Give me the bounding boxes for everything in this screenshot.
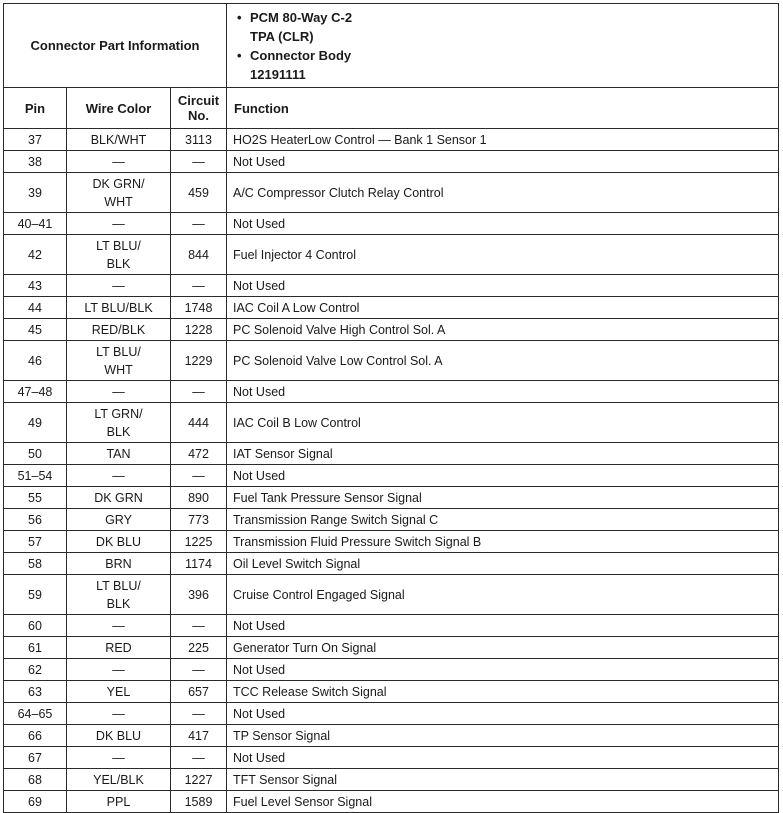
wire-color-cell [67,403,171,443]
connector-part-information-label: Connector Part Information [30,38,200,53]
pin-cell: 46 [4,341,67,381]
circuit-number-cell: — [171,381,227,403]
wire-color-text: DK GRN/ [92,176,145,191]
pin-cell: 38 [4,151,67,173]
table-row [4,725,779,747]
pin-cell: 47–48 [4,381,67,403]
function-cell: TFT Sensor Signal [227,769,779,791]
wire-color-cell [67,747,171,769]
table-row [4,341,779,381]
function-cell: TCC Release Switch Signal [227,681,779,703]
wire-color-cell [67,681,171,703]
connector-details-list [237,8,778,84]
circuit-number-cell: — [171,151,227,173]
function-cell: Not Used [227,465,779,487]
connector-tpa: TPA (CLR) [250,28,314,44]
wire-color-text: LT BLU/ [96,344,141,359]
wire-color-cell [67,725,171,747]
connector-detail-item [237,8,778,46]
function-cell: Not Used [227,615,779,637]
circuit-number-cell: 1225 [171,531,227,553]
connector-table [3,3,779,813]
wire-color-text: BLK [106,256,131,271]
wire-color-cell [67,235,171,275]
wire-color-cell [67,381,171,403]
wire-color-cell [67,509,171,531]
circuit-number-cell: 890 [171,487,227,509]
wire-color-cell [67,769,171,791]
table-row [4,235,779,275]
function-cell: HO2S HeaterLow Control — Bank 1 Sensor 1 [227,129,779,151]
wire-color-text: GRY [105,512,132,527]
table-row [4,747,779,769]
wire-color-text: BLK [106,424,131,439]
circuit-number-cell: — [171,275,227,297]
pin-cell: 42 [4,235,67,275]
circuit-number-cell: — [171,213,227,235]
connector-part-information-heading [4,4,227,88]
wire-color-cell [67,659,171,681]
wire-color-text: — [112,278,125,293]
column-header-circuit [171,88,227,129]
table-row [4,531,779,553]
pin-rows [4,129,779,813]
wire-color-cell [67,791,171,813]
column-header-circuit-line1: Circuit [177,93,220,108]
function-cell: Not Used [227,213,779,235]
function-cell: PC Solenoid Valve Low Control Sol. A [227,341,779,381]
wire-color-text: BLK/WHT [90,132,147,147]
wire-color-text: LT BLU/ [96,578,141,593]
table-row [4,319,779,341]
pin-cell: 44 [4,297,67,319]
pin-cell: 43 [4,275,67,297]
pin-cell: 69 [4,791,67,813]
circuit-number-cell: 3113 [171,129,227,151]
circuit-number-cell: 472 [171,443,227,465]
table-row [4,509,779,531]
pin-cell: 50 [4,443,67,465]
pin-cell: 51–54 [4,465,67,487]
circuit-number-cell: 1748 [171,297,227,319]
column-header-pin: Pin [4,88,67,129]
table-row [4,443,779,465]
circuit-number-cell: — [171,465,227,487]
circuit-number-cell: 225 [171,637,227,659]
wire-color-text: LT GRN/ [94,406,143,421]
pin-cell: 60 [4,615,67,637]
pin-cell: 56 [4,509,67,531]
circuit-number-cell: 444 [171,403,227,443]
function-cell: TP Sensor Signal [227,725,779,747]
wire-color-cell [67,487,171,509]
circuit-number-cell: 773 [171,509,227,531]
function-cell: PC Solenoid Valve High Control Sol. A [227,319,779,341]
function-cell: IAT Sensor Signal [227,443,779,465]
table-row [4,381,779,403]
circuit-number-cell: 396 [171,575,227,615]
wire-color-cell [67,531,171,553]
function-cell: Not Used [227,151,779,173]
wire-color-cell [67,151,171,173]
wire-color-text: — [112,384,125,399]
table-row [4,173,779,213]
wire-color-text: LT BLU/ [96,238,141,253]
wire-color-text: BRN [105,556,132,571]
wire-color-cell [67,297,171,319]
circuit-number-cell: — [171,747,227,769]
circuit-number-cell: 657 [171,681,227,703]
pin-cell: 58 [4,553,67,575]
table-row [4,659,779,681]
table-row [4,615,779,637]
wire-color-cell [67,703,171,725]
pin-cell: 64–65 [4,703,67,725]
function-cell: Generator Turn On Signal [227,637,779,659]
pin-cell: 39 [4,173,67,213]
table-row [4,403,779,443]
function-cell: Fuel Tank Pressure Sensor Signal [227,487,779,509]
table-row [4,769,779,791]
table-row [4,487,779,509]
pin-cell: 55 [4,487,67,509]
wire-color-text: — [112,706,125,721]
connector-name: PCM 80-Way C-2 [250,9,353,25]
wire-color-cell [67,575,171,615]
function-cell: Fuel Level Sensor Signal [227,791,779,813]
wire-color-text: — [112,750,125,765]
wire-color-text: YEL/BLK [93,772,144,787]
wire-color-text: DK GRN [94,490,143,505]
function-cell: Not Used [227,703,779,725]
table-row [4,129,779,151]
wire-color-text: DK BLU [95,534,142,549]
table-row [4,791,779,813]
table-row [4,553,779,575]
table-row [4,681,779,703]
circuit-number-cell: — [171,659,227,681]
wire-color-text: WHT [104,362,133,377]
table-row [4,275,779,297]
wire-color-cell [67,319,171,341]
bullet-icon: • [237,9,242,25]
circuit-number-cell: 417 [171,725,227,747]
pin-cell: 61 [4,637,67,659]
pin-cell: 40–41 [4,213,67,235]
function-cell: Not Used [227,275,779,297]
function-cell: IAC Coil B Low Control [227,403,779,443]
circuit-number-cell: 1229 [171,341,227,381]
table-row [4,465,779,487]
wire-color-text: — [112,468,125,483]
table-row [4,297,779,319]
wire-color-text: — [112,154,125,169]
circuit-number-cell: — [171,615,227,637]
wire-color-text: DK BLU [95,728,142,743]
connector-body-part-number: 12191111 [250,66,306,82]
function-cell: Not Used [227,659,779,681]
wire-color-cell [67,275,171,297]
pin-cell: 45 [4,319,67,341]
function-cell: Transmission Fluid Pressure Switch Signal B [227,531,779,553]
wire-color-cell [67,443,171,465]
circuit-number-cell: 844 [171,235,227,275]
bullet-icon: • [237,47,242,63]
pin-cell: 62 [4,659,67,681]
connector-details [227,4,779,88]
function-cell: Not Used [227,381,779,403]
column-header-function: Function [227,88,779,129]
wire-color-text: WHT [104,194,133,209]
pin-cell: 37 [4,129,67,151]
pin-cell: 67 [4,747,67,769]
function-cell: A/C Compressor Clutch Relay Control [227,173,779,213]
wire-color-cell [67,129,171,151]
circuit-number-cell: 1589 [171,791,227,813]
wire-color-cell [67,637,171,659]
wire-color-text: — [112,662,125,677]
table-row [4,703,779,725]
wire-color-text: YEL [106,684,131,699]
pin-cell: 57 [4,531,67,553]
circuit-number-cell: 1174 [171,553,227,575]
pin-cell: 68 [4,769,67,791]
circuit-number-cell: — [171,703,227,725]
connector-body-label: Connector Body [250,47,352,63]
table-row [4,151,779,173]
column-header-circuit-line2: No. [188,108,209,123]
function-cell: Not Used [227,747,779,769]
function-cell: Oil Level Switch Signal [227,553,779,575]
column-header-wire-color: Wire Color [67,88,171,129]
function-cell: Fuel Injector 4 Control [227,235,779,275]
connector-detail-item [237,46,778,84]
function-cell: Transmission Range Switch Signal C [227,509,779,531]
circuit-number-cell: 1227 [171,769,227,791]
pin-cell: 66 [4,725,67,747]
wire-color-text: PPL [106,794,131,809]
circuit-number-cell: 1228 [171,319,227,341]
wire-color-text: — [112,618,125,633]
wire-color-cell [67,213,171,235]
table-row [4,637,779,659]
wire-color-text: RED [105,640,132,655]
circuit-number-cell: 459 [171,173,227,213]
function-cell: IAC Coil A Low Control [227,297,779,319]
pin-cell: 49 [4,403,67,443]
wire-color-text: — [112,216,125,231]
wire-color-text: RED/BLK [91,322,146,337]
wire-color-text: BLK [106,596,131,611]
table-row [4,575,779,615]
pin-cell: 63 [4,681,67,703]
pin-cell: 59 [4,575,67,615]
wire-color-cell [67,173,171,213]
wire-color-text: TAN [106,446,131,461]
table-row [4,213,779,235]
function-cell: Cruise Control Engaged Signal [227,575,779,615]
wire-color-text: LT BLU/BLK [84,300,153,315]
wire-color-cell [67,553,171,575]
wire-color-cell [67,465,171,487]
wire-color-cell [67,341,171,381]
wire-color-cell [67,615,171,637]
